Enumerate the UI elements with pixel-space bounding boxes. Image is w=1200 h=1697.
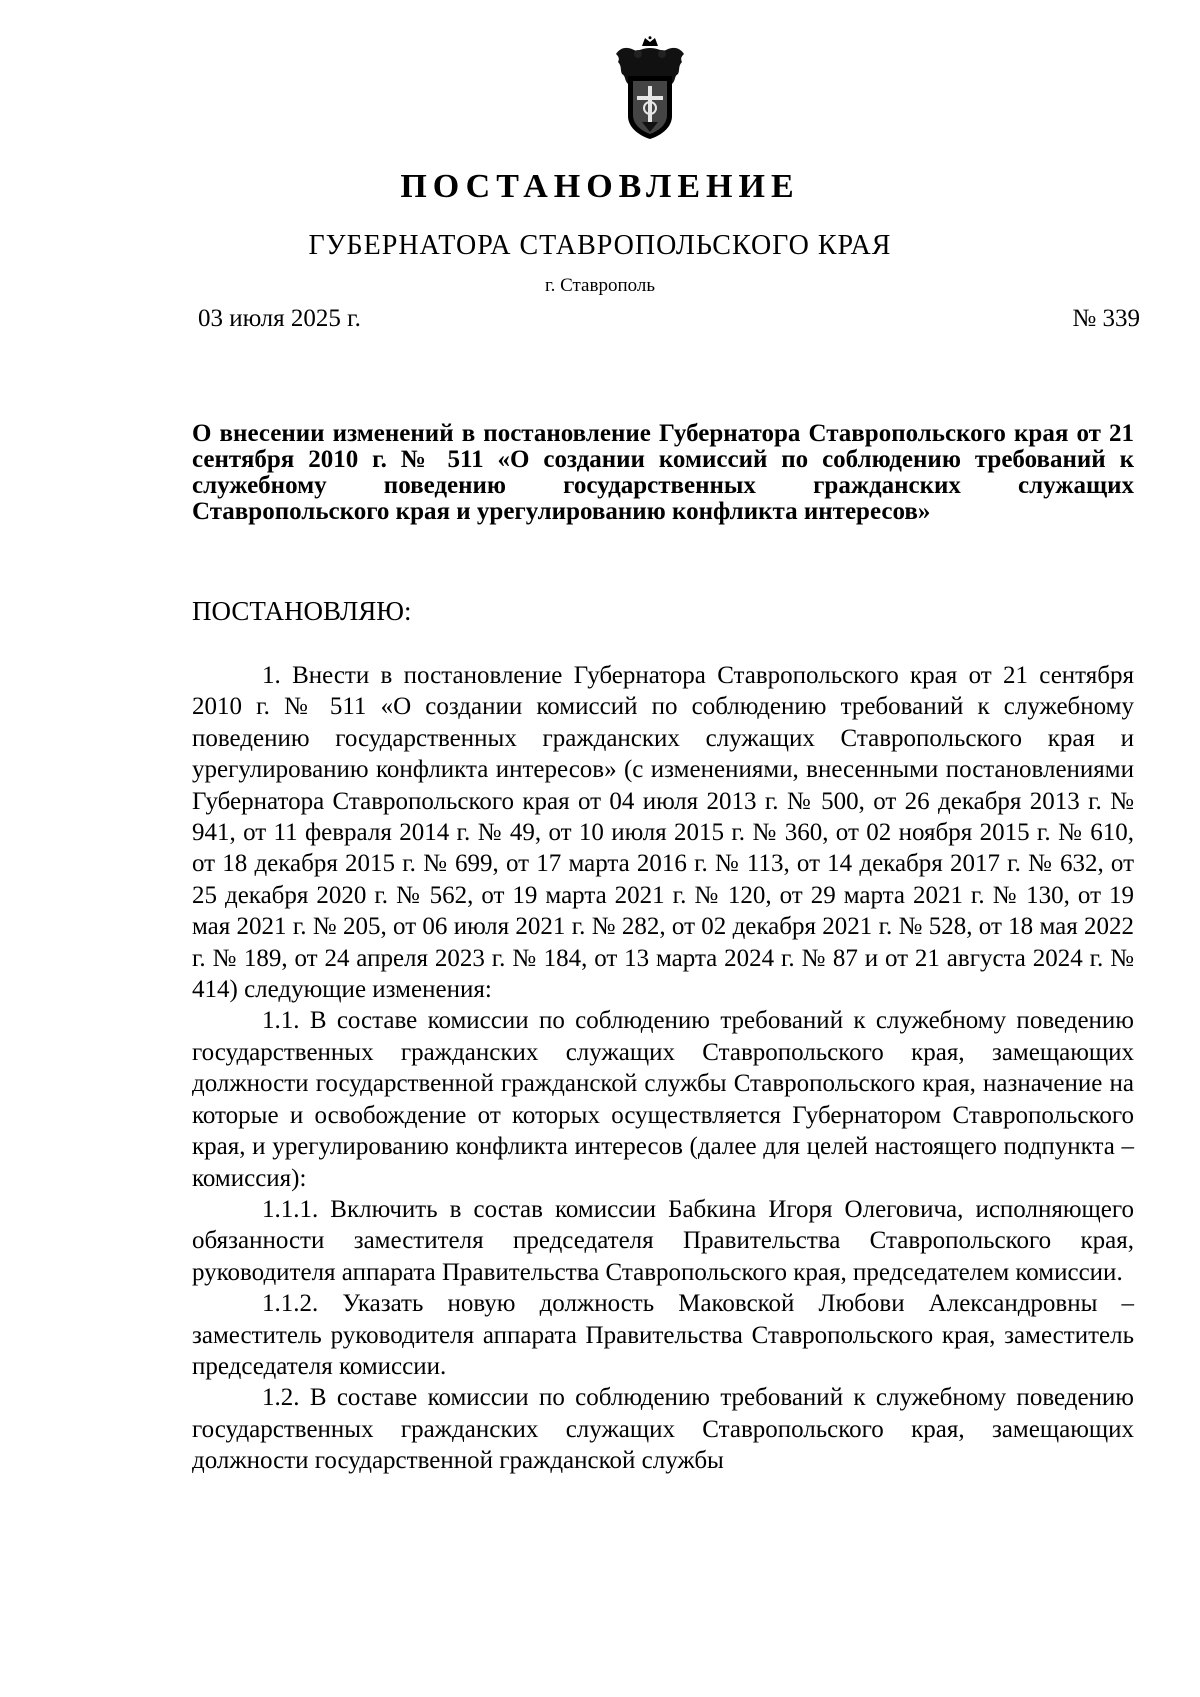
resolve-heading: ПОСТАНОВЛЯЮ: <box>192 596 412 626</box>
document-number: № 339 <box>1072 305 1140 332</box>
paragraph: 1. Внести в постановление Губернатора Ставропольского края от 21 сентября 2010 г. № 511 «О создании комиссий по соблюдению требований к служебному поведению государственных гражданских служащих Ставропольского края и урегулированию конфликта интересов» (с изменениями, внесенными постановлениями Губернатора Ставропольского края от 04 июля 2013 г. № 500, от 26 декабря 2013 г. № 941, от 11 февраля 2014 г. № 49, от 10 июля 2015 г. № 360, от 02 ноября 2015 г. № 610, от 18 декабря 2015 г. № 699, от 17 марта 2016 г. № 113, от 14 декабря 2017 г. № 632, от 25 декабря 2020 г. № 562, от 19 марта 2021 г. № 120, от 29 марта 2021 г. № 130, от 19 мая 2021 г. № 205, от 06 июля 2021 г. № 282, от 02 декабря 2021 г. № 528, от 18 мая 2022 г. № 189, от 24 апреля 2023 г. № 184, от 13 марта 2024 г. № 87 и от 21 августа 2024 г. № 414) следующие изменения: <box>192 662 1134 1004</box>
document-issuer: ГУБЕРНАТОРА СТАВРОПОЛЬСКОГО КРАЯ <box>308 230 892 261</box>
document-body <box>192 660 1134 1477</box>
paragraph: 1.1. В составе комиссии по соблюдению требований к служебному поведению государственных гражданских служащих Ставропольского края, замещающих должности государственной гражданской службы Ставропольского края, назначение на которые и освобождение от которых осуществляется Губернатором Ставропольского края, и урегулированию конфликта интересов (далее для целей настоящего подпункта – комиссия): <box>192 1007 1134 1192</box>
document-type-title: ПОСТАНОВЛЕНИЕ <box>400 168 800 205</box>
paragraph: 1.1.2. Указать новую должность Маковской Любови Александровны – заместитель руководителя аппарата Правительства Ставропольского края, заместитель председателя комиссии. <box>192 1290 1134 1380</box>
paragraph: 1.2. В составе комиссии по соблюдению требований к служебному поведению государственных гражданских служащих Ставропольского края, замещающих должности государственной гражданской службы <box>192 1384 1134 1475</box>
document-city: г. Ставрополь <box>544 275 656 296</box>
paragraph: 1.1.1. Включить в состав комиссии Бабкина Игоря Олеговича, исполняющего обязанности заместителя председателя Правительства Ставропольского края, руководителя аппарата Правительства Ставропольского края, председателем комиссии. <box>192 1195 1134 1286</box>
coat-of-arms-icon <box>612 36 688 140</box>
document-subject: О внесении изменений в постановление Губернатора Ставропольского края от 21 сентября 2010 г. № 511 «О создании комиссий по соблюдению требований к служебному поведению государственных гражданских служащих Ставропольского края и урегулированию конфликта интересов» <box>192 420 1134 525</box>
document-date: 03 июля 2025 г. <box>198 305 361 332</box>
